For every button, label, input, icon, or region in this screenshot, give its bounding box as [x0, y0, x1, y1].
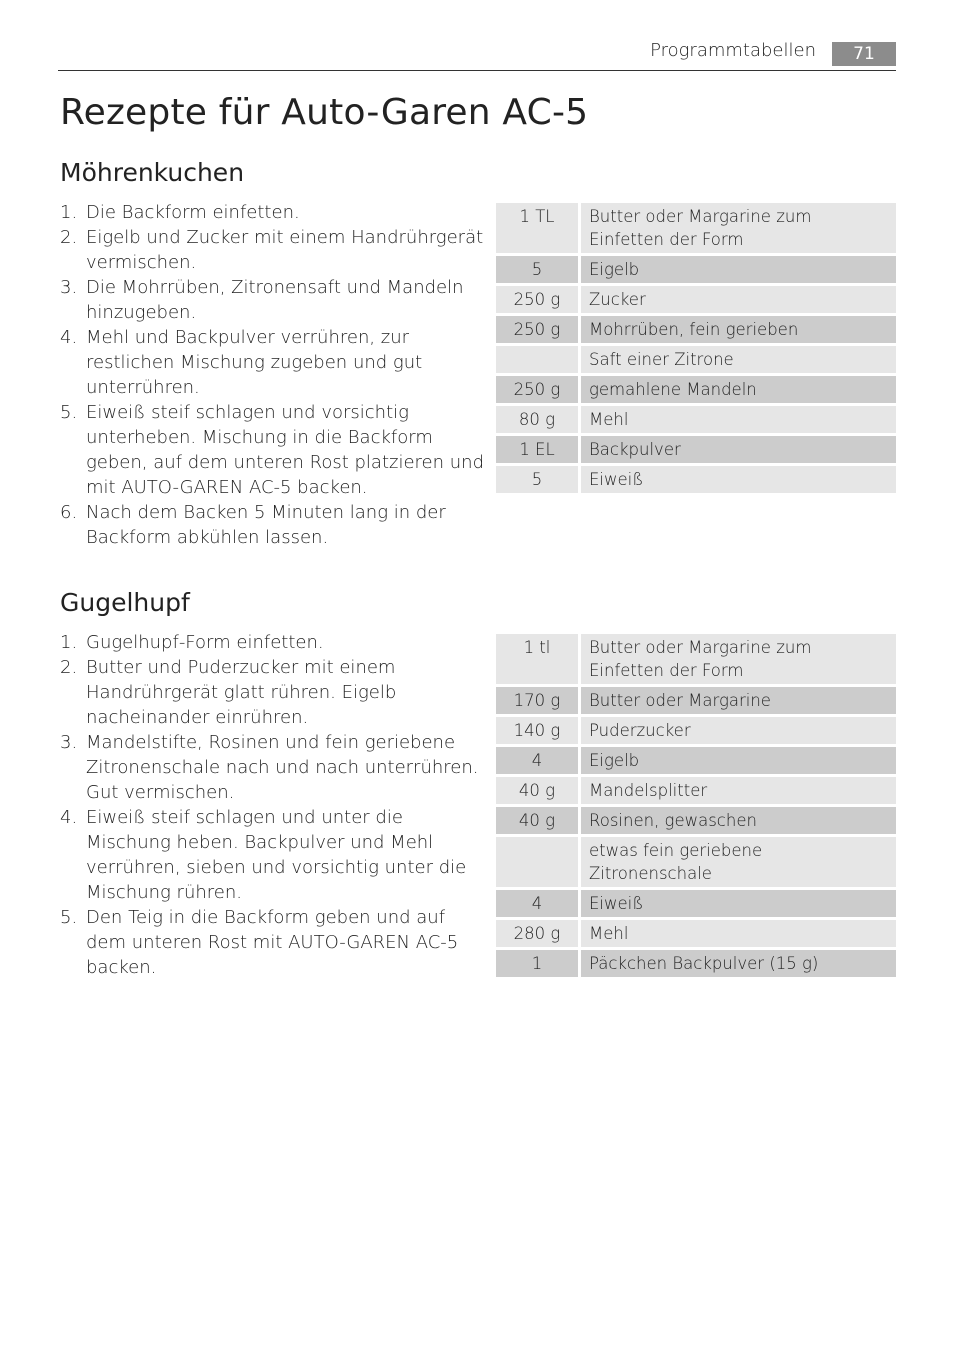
step-item	[60, 905, 485, 980]
step-number: 2.	[60, 227, 78, 248]
recipe-title-gugelhupf: Gugelhupf	[60, 588, 190, 617]
table-row	[496, 717, 896, 747]
ingredient-item: gemahlene Mandeln	[581, 376, 896, 406]
step-item	[60, 655, 485, 730]
ingredient-item: Eigelb	[581, 747, 896, 777]
step-item	[60, 325, 485, 400]
ingredient-item: Eigelb	[581, 256, 896, 286]
table-row	[496, 777, 896, 807]
step-item	[60, 225, 485, 275]
step-item	[60, 630, 485, 655]
ingredient-item: Puderzucker	[581, 717, 896, 747]
step-number: 5.	[60, 907, 78, 928]
table-row	[496, 807, 896, 837]
ingredient-qty: 1 TL	[496, 203, 581, 256]
step-number: 3.	[60, 277, 78, 298]
ingredient-item: Eiweiß	[581, 890, 896, 920]
ingredient-qty: 1 EL	[496, 436, 581, 466]
step-item	[60, 500, 485, 550]
step-item	[60, 400, 485, 500]
table-row	[496, 203, 896, 256]
step-text: Die Backform einfetten.	[86, 202, 300, 223]
step-text: Eiweiß steif schlagen und vorsichtig unterheben. Mischung in die Backform geben, auf dem unteren Rost platzieren und mit AUTO-GAREN AC-5 backen.	[86, 402, 484, 498]
table-row	[496, 837, 896, 890]
step-number: 5.	[60, 402, 78, 423]
step-item	[60, 805, 485, 905]
ingredient-qty: 1	[496, 950, 581, 980]
recipe-title-moehrenkuchen: Möhrenkuchen	[60, 158, 245, 187]
ingredients-table-moehrenkuchen	[496, 203, 896, 496]
ingredient-qty: 5	[496, 466, 581, 496]
ingredient-qty: 4	[496, 747, 581, 777]
ingredient-qty: 250 g	[496, 286, 581, 316]
ingredient-qty: 80 g	[496, 406, 581, 436]
step-item	[60, 275, 485, 325]
table-row	[496, 890, 896, 920]
step-number: 6.	[60, 502, 78, 523]
ingredient-qty: 280 g	[496, 920, 581, 950]
step-text: Butter und Puderzucker mit einem Handrührgerät glatt rühren. Eigelb nacheinander einrühren.	[86, 657, 397, 728]
ingredient-item: etwas fein geriebene Zitronenschale	[581, 837, 896, 890]
ingredient-item: Mehl	[581, 406, 896, 436]
ingredient-qty: 140 g	[496, 717, 581, 747]
recipe-steps-gugelhupf	[60, 630, 485, 980]
ingredient-qty	[496, 837, 581, 890]
recipe-steps-moehrenkuchen	[60, 200, 485, 550]
step-text: Eiweiß steif schlagen und unter die Mischung heben. Backpulver und Mehl verrühren, sieben und vorsichtig unter die Mischung rühren.	[86, 807, 467, 903]
step-number: 4.	[60, 807, 78, 828]
page-number: 71	[832, 42, 896, 66]
ingredient-item: Rosinen, gewaschen	[581, 807, 896, 837]
table-row	[496, 950, 896, 980]
header-section-title: Programmtabellen	[650, 40, 816, 61]
table-row	[496, 634, 896, 687]
ingredient-qty: 4	[496, 890, 581, 920]
ingredient-item: Zucker	[581, 286, 896, 316]
ingredient-item: Päckchen Backpulver (15 g)	[581, 950, 896, 980]
step-text: Mandelstifte, Rosinen und fein geriebene Zitronenschale nach und nach unterrühren. Gut vermischen.	[86, 732, 479, 803]
page-header	[58, 38, 896, 71]
step-text: Eigelb und Zucker mit einem Handrührgerät vermischen.	[86, 227, 484, 273]
step-number: 2.	[60, 657, 78, 678]
table-row	[496, 747, 896, 777]
ingredient-item: Saft einer Zitrone	[581, 346, 896, 376]
ingredient-qty: 40 g	[496, 777, 581, 807]
table-row	[496, 286, 896, 316]
table-row	[496, 406, 896, 436]
ingredients-table-gugelhupf	[496, 634, 896, 980]
step-text: Nach dem Backen 5 Minuten lang in der Backform abkühlen lassen.	[86, 502, 446, 548]
ingredient-qty: 40 g	[496, 807, 581, 837]
ingredient-qty: 1 tl	[496, 634, 581, 687]
table-row	[496, 316, 896, 346]
table-row	[496, 436, 896, 466]
ingredient-item: Mandelsplitter	[581, 777, 896, 807]
ingredient-item: Butter oder Margarine zum Einfetten der Form	[581, 203, 896, 256]
table-row	[496, 466, 896, 496]
ingredient-qty: 170 g	[496, 687, 581, 717]
table-row	[496, 920, 896, 950]
step-number: 1.	[60, 202, 78, 223]
step-text: Den Teig in die Backform geben und auf dem unteren Rost mit AUTO-GAREN AC-5 backen.	[86, 907, 459, 978]
ingredient-item: Mohrrüben, fein gerieben	[581, 316, 896, 346]
table-row	[496, 376, 896, 406]
table-row	[496, 256, 896, 286]
step-text: Gugelhupf-Form einfetten.	[86, 632, 324, 653]
step-text: Die Mohrrüben, Zitronensaft und Mandeln hinzugeben.	[86, 277, 464, 323]
step-item	[60, 200, 485, 225]
step-number: 4.	[60, 327, 78, 348]
ingredient-qty	[496, 346, 581, 376]
page-title: Rezepte für Auto-Garen AC-5	[60, 92, 589, 133]
step-number: 1.	[60, 632, 78, 653]
table-row	[496, 346, 896, 376]
ingredient-qty: 250 g	[496, 316, 581, 346]
ingredient-qty: 250 g	[496, 376, 581, 406]
ingredient-item: Backpulver	[581, 436, 896, 466]
step-text: Mehl und Backpulver verrühren, zur restlichen Mischung zugeben und gut unterrühren.	[86, 327, 423, 398]
ingredient-qty: 5	[496, 256, 581, 286]
ingredient-item: Mehl	[581, 920, 896, 950]
ingredient-item: Butter oder Margarine	[581, 687, 896, 717]
step-number: 3.	[60, 732, 78, 753]
step-item	[60, 730, 485, 805]
table-row	[496, 687, 896, 717]
ingredient-item: Eiweiß	[581, 466, 896, 496]
ingredient-item: Butter oder Margarine zum Einfetten der Form	[581, 634, 896, 687]
